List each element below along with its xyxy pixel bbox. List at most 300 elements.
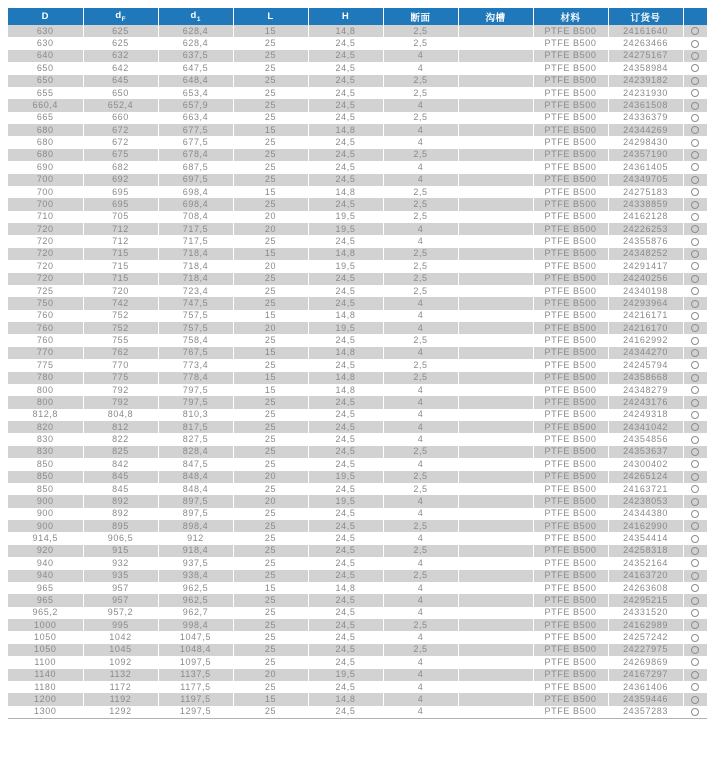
cell-col-df: 695	[83, 198, 158, 210]
cell-col-groove	[458, 669, 533, 681]
cell-col-df: 1192	[83, 693, 158, 705]
cell-col-d: 940	[8, 570, 83, 582]
cell-col-d1: 637,5	[158, 50, 233, 62]
cell-col-l: 25	[233, 37, 308, 49]
cell-col-order-number: 24298430	[608, 136, 683, 148]
cell-col-availability	[683, 483, 707, 495]
cell-col-h: 24,5	[308, 409, 383, 421]
cell-col-h: 24,5	[308, 273, 383, 285]
cell-col-d1: 1137,5	[158, 669, 233, 681]
cell-col-material: PTFE B500	[533, 136, 608, 148]
cell-col-availability	[683, 50, 707, 62]
cell-col-l: 25	[233, 557, 308, 569]
cell-col-h: 14,8	[308, 582, 383, 594]
cell-col-order-number: 24275167	[608, 50, 683, 62]
cell-col-d: 680	[8, 136, 83, 148]
availability-circle-icon	[691, 460, 699, 468]
header-col-l: L	[233, 8, 308, 25]
cell-col-order-number: 24162128	[608, 211, 683, 223]
cell-col-availability	[683, 433, 707, 445]
cell-col-df: 632	[83, 50, 158, 62]
cell-col-l: 25	[233, 396, 308, 408]
availability-circle-icon	[691, 312, 699, 320]
cell-col-df: 845	[83, 471, 158, 483]
cell-col-order-number: 24163720	[608, 570, 683, 582]
cell-col-df: 995	[83, 619, 158, 631]
cell-col-df: 822	[83, 433, 158, 445]
cell-col-d1: 677,5	[158, 136, 233, 148]
cell-col-material: PTFE B500	[533, 334, 608, 346]
cell-col-df: 915	[83, 545, 158, 557]
cell-col-material: PTFE B500	[533, 124, 608, 136]
availability-circle-icon	[691, 671, 699, 679]
table-row	[8, 37, 707, 49]
table-row	[8, 124, 707, 136]
cell-col-order-number: 24265124	[608, 471, 683, 483]
table-row	[8, 285, 707, 297]
availability-circle-icon	[691, 658, 699, 666]
cell-col-d: 650	[8, 62, 83, 74]
cell-col-d: 775	[8, 359, 83, 371]
cell-col-df: 957	[83, 582, 158, 594]
cell-col-material: PTFE B500	[533, 322, 608, 334]
cell-col-order-number: 24216171	[608, 310, 683, 322]
availability-circle-icon	[691, 250, 699, 258]
cell-col-cross-section: 4	[383, 532, 458, 544]
cell-col-groove	[458, 347, 533, 359]
cell-col-l: 15	[233, 693, 308, 705]
cell-col-l: 25	[233, 607, 308, 619]
cell-col-material: PTFE B500	[533, 62, 608, 74]
cell-col-d: 700	[8, 174, 83, 186]
cell-col-groove	[458, 545, 533, 557]
cell-col-d1: 747,5	[158, 297, 233, 309]
cell-col-groove	[458, 372, 533, 384]
cell-col-cross-section: 4	[383, 124, 458, 136]
cell-col-material: PTFE B500	[533, 669, 608, 681]
cell-col-df: 625	[83, 25, 158, 37]
cell-col-availability	[683, 186, 707, 198]
cell-col-availability	[683, 458, 707, 470]
cell-col-order-number: 24227975	[608, 644, 683, 656]
cell-col-cross-section: 4	[383, 681, 458, 693]
cell-col-availability	[683, 285, 707, 297]
cell-col-df: 957,2	[83, 607, 158, 619]
cell-col-l: 25	[233, 75, 308, 87]
header-subscript: 1	[196, 15, 201, 23]
cell-col-material: PTFE B500	[533, 149, 608, 161]
cell-col-groove	[458, 483, 533, 495]
cell-col-h: 24,5	[308, 136, 383, 148]
availability-circle-icon	[691, 448, 699, 456]
availability-circle-icon	[691, 201, 699, 209]
cell-col-order-number: 24167297	[608, 669, 683, 681]
cell-col-order-number: 24354414	[608, 532, 683, 544]
cell-col-availability	[683, 644, 707, 656]
cell-col-availability	[683, 211, 707, 223]
cell-col-l: 25	[233, 62, 308, 74]
table-row	[8, 681, 707, 693]
table-row	[8, 211, 707, 223]
cell-col-df: 672	[83, 124, 158, 136]
cell-col-h: 24,5	[308, 644, 383, 656]
cell-col-availability	[683, 557, 707, 569]
cell-col-order-number: 24349705	[608, 174, 683, 186]
cell-col-groove	[458, 334, 533, 346]
availability-circle-icon	[691, 522, 699, 530]
cell-col-availability	[683, 297, 707, 309]
cell-col-h: 14,8	[308, 248, 383, 260]
cell-col-l: 25	[233, 297, 308, 309]
cell-col-d: 720	[8, 248, 83, 260]
cell-col-availability	[683, 582, 707, 594]
header-col-d: D	[8, 8, 83, 25]
cell-col-material: PTFE B500	[533, 112, 608, 124]
cell-col-availability	[683, 322, 707, 334]
cell-col-material: PTFE B500	[533, 631, 608, 643]
cell-col-l: 20	[233, 322, 308, 334]
cell-col-d1: 898,4	[158, 520, 233, 532]
cell-col-d1: 757,5	[158, 310, 233, 322]
cell-col-l: 25	[233, 520, 308, 532]
cell-col-groove	[458, 87, 533, 99]
cell-col-d: 800	[8, 384, 83, 396]
cell-col-d1: 1047,5	[158, 631, 233, 643]
cell-col-d1: 687,5	[158, 161, 233, 173]
cell-col-order-number: 24348252	[608, 248, 683, 260]
cell-col-d: 760	[8, 310, 83, 322]
availability-circle-icon	[691, 126, 699, 134]
cell-col-df: 642	[83, 62, 158, 74]
cell-col-l: 25	[233, 198, 308, 210]
cell-col-h: 14,8	[308, 186, 383, 198]
table-row	[8, 75, 707, 87]
cell-col-groove	[458, 322, 533, 334]
cell-col-h: 24,5	[308, 297, 383, 309]
cell-col-df: 752	[83, 310, 158, 322]
cell-col-cross-section: 4	[383, 669, 458, 681]
cell-col-groove	[458, 235, 533, 247]
cell-col-df: 675	[83, 149, 158, 161]
cell-col-h: 19,5	[308, 669, 383, 681]
cell-col-cross-section: 2,5	[383, 471, 458, 483]
availability-circle-icon	[691, 386, 699, 394]
cell-col-df: 792	[83, 384, 158, 396]
table-row	[8, 495, 707, 507]
table-row	[8, 483, 707, 495]
cell-col-d1: 1177,5	[158, 681, 233, 693]
cell-col-order-number: 24361405	[608, 161, 683, 173]
cell-col-l: 25	[233, 570, 308, 582]
cell-col-df: 892	[83, 508, 158, 520]
cell-col-h: 19,5	[308, 223, 383, 235]
cell-col-d: 680	[8, 149, 83, 161]
cell-col-cross-section: 4	[383, 508, 458, 520]
cell-col-d1: 757,5	[158, 322, 233, 334]
availability-circle-icon	[691, 572, 699, 580]
cell-col-df: 906,5	[83, 532, 158, 544]
cell-col-h: 24,5	[308, 198, 383, 210]
cell-col-availability	[683, 248, 707, 260]
cell-col-order-number: 24344269	[608, 124, 683, 136]
cell-col-availability	[683, 409, 707, 421]
table-row	[8, 471, 707, 483]
cell-col-h: 24,5	[308, 235, 383, 247]
cell-col-l: 20	[233, 223, 308, 235]
cell-col-d: 660,4	[8, 99, 83, 111]
table-row	[8, 334, 707, 346]
table-row	[8, 322, 707, 334]
availability-circle-icon	[691, 436, 699, 444]
cell-col-cross-section: 4	[383, 99, 458, 111]
cell-col-material: PTFE B500	[533, 25, 608, 37]
cell-col-availability	[683, 37, 707, 49]
cell-col-material: PTFE B500	[533, 706, 608, 719]
cell-col-material: PTFE B500	[533, 483, 608, 495]
availability-circle-icon	[691, 485, 699, 493]
cell-col-material: PTFE B500	[533, 297, 608, 309]
cell-col-material: PTFE B500	[533, 223, 608, 235]
cell-col-d: 900	[8, 520, 83, 532]
cell-col-d1: 1048,4	[158, 644, 233, 656]
cell-col-h: 24,5	[308, 161, 383, 173]
cell-col-availability	[683, 594, 707, 606]
cell-col-groove	[458, 359, 533, 371]
cell-col-cross-section: 4	[383, 557, 458, 569]
cell-col-h: 24,5	[308, 99, 383, 111]
cell-col-d: 1140	[8, 669, 83, 681]
cell-col-d1: 653,4	[158, 87, 233, 99]
cell-col-order-number: 24257242	[608, 631, 683, 643]
cell-col-d1: 938,4	[158, 570, 233, 582]
cell-col-l: 25	[233, 174, 308, 186]
cell-col-d: 770	[8, 347, 83, 359]
cell-col-d: 965	[8, 594, 83, 606]
cell-col-cross-section: 4	[383, 136, 458, 148]
cell-col-d1: 828,4	[158, 446, 233, 458]
availability-circle-icon	[691, 40, 699, 48]
cell-col-material: PTFE B500	[533, 619, 608, 631]
cell-col-availability	[683, 508, 707, 520]
cell-col-df: 842	[83, 458, 158, 470]
cell-col-h: 14,8	[308, 372, 383, 384]
cell-col-d1: 723,4	[158, 285, 233, 297]
cell-col-availability	[683, 273, 707, 285]
cell-col-availability	[683, 149, 707, 161]
availability-circle-icon	[691, 275, 699, 283]
cell-col-order-number: 24344270	[608, 347, 683, 359]
cell-col-groove	[458, 25, 533, 37]
cell-col-d1: 848,4	[158, 471, 233, 483]
cell-col-cross-section: 4	[383, 433, 458, 445]
cell-col-d1: 677,5	[158, 124, 233, 136]
cell-col-df: 715	[83, 260, 158, 272]
cell-col-l: 25	[233, 532, 308, 544]
cell-col-order-number: 24353637	[608, 446, 683, 458]
cell-col-availability	[683, 112, 707, 124]
cell-col-groove	[458, 458, 533, 470]
cell-col-d: 700	[8, 198, 83, 210]
cell-col-availability	[683, 446, 707, 458]
cell-col-df: 692	[83, 174, 158, 186]
table-row	[8, 669, 707, 681]
cell-col-h: 24,5	[308, 433, 383, 445]
table-row	[8, 25, 707, 37]
cell-col-cross-section: 4	[383, 310, 458, 322]
header-subscript: F	[121, 15, 126, 23]
cell-col-d1: 1097,5	[158, 656, 233, 668]
cell-col-cross-section: 2,5	[383, 520, 458, 532]
cell-col-d1: 697,5	[158, 174, 233, 186]
cell-col-material: PTFE B500	[533, 446, 608, 458]
table-row	[8, 458, 707, 470]
cell-col-availability	[683, 532, 707, 544]
cell-col-d: 830	[8, 446, 83, 458]
cell-col-df: 812	[83, 421, 158, 433]
cell-col-order-number: 24291417	[608, 260, 683, 272]
cell-col-h: 19,5	[308, 211, 383, 223]
table-row	[8, 396, 707, 408]
cell-col-availability	[683, 693, 707, 705]
cell-col-d: 655	[8, 87, 83, 99]
cell-col-d1: 778,4	[158, 372, 233, 384]
cell-col-material: PTFE B500	[533, 644, 608, 656]
cell-col-order-number: 24275183	[608, 186, 683, 198]
cell-col-d: 1050	[8, 631, 83, 643]
cell-col-h: 19,5	[308, 495, 383, 507]
cell-col-d1: 817,5	[158, 421, 233, 433]
cell-col-d: 820	[8, 421, 83, 433]
cell-col-material: PTFE B500	[533, 384, 608, 396]
cell-col-d: 720	[8, 273, 83, 285]
cell-col-d: 900	[8, 508, 83, 520]
availability-circle-icon	[691, 300, 699, 308]
cell-col-groove	[458, 693, 533, 705]
availability-circle-icon	[691, 609, 699, 617]
cell-col-d: 900	[8, 495, 83, 507]
cell-col-availability	[683, 25, 707, 37]
cell-col-availability	[683, 235, 707, 247]
cell-col-cross-section: 2,5	[383, 545, 458, 557]
availability-circle-icon	[691, 399, 699, 407]
table-row	[8, 619, 707, 631]
cell-col-cross-section: 2,5	[383, 75, 458, 87]
availability-circle-icon	[691, 213, 699, 221]
cell-col-cross-section: 4	[383, 495, 458, 507]
table-row	[8, 706, 707, 719]
cell-col-df: 1172	[83, 681, 158, 693]
cell-col-df: 1132	[83, 669, 158, 681]
cell-col-df: 712	[83, 223, 158, 235]
cell-col-df: 742	[83, 297, 158, 309]
cell-col-h: 24,5	[308, 557, 383, 569]
availability-circle-icon	[691, 176, 699, 184]
cell-col-d: 1050	[8, 644, 83, 656]
cell-col-groove	[458, 260, 533, 272]
availability-circle-icon	[691, 498, 699, 506]
cell-col-cross-section: 4	[383, 62, 458, 74]
cell-col-d: 850	[8, 458, 83, 470]
cell-col-d1: 663,4	[158, 112, 233, 124]
cell-col-material: PTFE B500	[533, 693, 608, 705]
cell-col-d1: 998,4	[158, 619, 233, 631]
availability-circle-icon	[691, 324, 699, 332]
cell-col-availability	[683, 62, 707, 74]
cell-col-h: 24,5	[308, 37, 383, 49]
cell-col-material: PTFE B500	[533, 37, 608, 49]
table-row	[8, 297, 707, 309]
cell-col-d: 850	[8, 483, 83, 495]
availability-circle-icon	[691, 114, 699, 122]
cell-col-d1: 718,4	[158, 273, 233, 285]
table-row	[8, 631, 707, 643]
header-col-df: $d_F$	[83, 8, 158, 25]
cell-col-order-number: 24357283	[608, 706, 683, 719]
cell-col-l: 25	[233, 483, 308, 495]
cell-col-l: 25	[233, 285, 308, 297]
cell-col-df: 762	[83, 347, 158, 359]
cell-col-availability	[683, 669, 707, 681]
cell-col-d: 965,2	[8, 607, 83, 619]
cell-col-h: 24,5	[308, 174, 383, 186]
cell-col-order-number: 24355876	[608, 235, 683, 247]
availability-circle-icon	[691, 77, 699, 85]
cell-col-h: 24,5	[308, 112, 383, 124]
cell-col-h: 14,8	[308, 347, 383, 359]
cell-col-order-number: 24341042	[608, 421, 683, 433]
cell-col-order-number: 24162989	[608, 619, 683, 631]
cell-col-order-number: 24300402	[608, 458, 683, 470]
cell-col-availability	[683, 656, 707, 668]
table-row	[8, 347, 707, 359]
availability-circle-icon	[691, 287, 699, 295]
table-row	[8, 87, 707, 99]
table-row	[8, 310, 707, 322]
table-row	[8, 570, 707, 582]
cell-col-order-number: 24359446	[608, 693, 683, 705]
cell-col-availability	[683, 99, 707, 111]
cell-col-d1: 767,5	[158, 347, 233, 359]
cell-col-l: 25	[233, 644, 308, 656]
cell-col-d1: 708,4	[158, 211, 233, 223]
cell-col-order-number: 24231930	[608, 87, 683, 99]
cell-col-d: 1300	[8, 706, 83, 719]
cell-col-l: 15	[233, 25, 308, 37]
cell-col-order-number: 24295215	[608, 594, 683, 606]
cell-col-l: 25	[233, 458, 308, 470]
cell-col-availability	[683, 520, 707, 532]
cell-col-cross-section: 2,5	[383, 37, 458, 49]
cell-col-d: 800	[8, 396, 83, 408]
availability-circle-icon	[691, 696, 699, 704]
table-row	[8, 594, 707, 606]
cell-col-cross-section: 4	[383, 322, 458, 334]
cell-col-groove	[458, 557, 533, 569]
cell-col-d: 1000	[8, 619, 83, 631]
cell-col-material: PTFE B500	[533, 198, 608, 210]
cell-col-material: PTFE B500	[533, 260, 608, 272]
cell-col-l: 25	[233, 136, 308, 148]
cell-col-groove	[458, 186, 533, 198]
cell-col-d: 1200	[8, 693, 83, 705]
cell-col-d1: 758,4	[158, 334, 233, 346]
cell-col-groove	[458, 149, 533, 161]
cell-col-material: PTFE B500	[533, 582, 608, 594]
cell-col-material: PTFE B500	[533, 161, 608, 173]
cell-col-cross-section: 2,5	[383, 112, 458, 124]
table-row	[8, 693, 707, 705]
cell-col-order-number: 24238053	[608, 495, 683, 507]
